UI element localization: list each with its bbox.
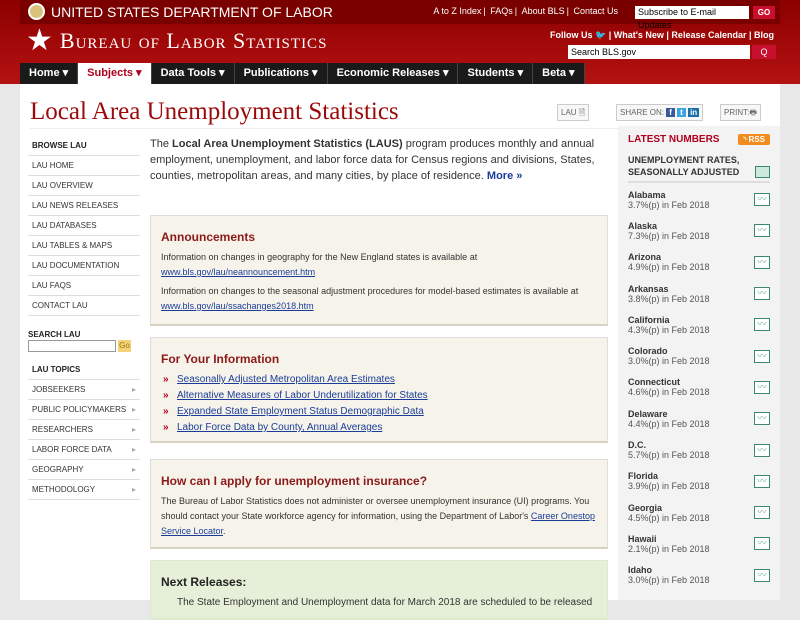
sidebar-item[interactable]: LAU HOME	[28, 156, 140, 176]
facebook-icon[interactable]: f	[666, 108, 675, 117]
state-rate: 4.6%(p) in Feb 2018	[628, 387, 710, 398]
print-button[interactable]: PRINT:🖶	[720, 104, 761, 121]
fyi-item	[161, 372, 597, 388]
topic-item[interactable]	[28, 460, 140, 480]
state-rate-item	[628, 433, 770, 464]
arrow-right-icon: ▸	[131, 445, 136, 454]
print-label: PRINT:	[724, 108, 750, 117]
arrow-right-icon: ▸	[131, 465, 136, 474]
main-nav	[20, 63, 585, 84]
search-button[interactable]: Q	[752, 45, 776, 59]
twitter-icon[interactable]: 🐦	[595, 30, 607, 40]
state-rate: 4.4%(p) in Feb 2018	[628, 418, 710, 429]
ui-title: How can I apply for unemployment insurance?	[161, 474, 428, 488]
state-name[interactable]: Arkansas	[628, 283, 669, 294]
announcements-box	[150, 215, 608, 326]
dol-text: UNITED STATES DEPARTMENT OF LABOR	[51, 3, 333, 20]
search-lau-input[interactable]	[28, 340, 116, 352]
chart-icon[interactable]: 〰	[754, 224, 770, 237]
link-about[interactable]: About BLS	[521, 6, 565, 16]
chart-icon[interactable]: 〰	[754, 506, 770, 519]
chart-icon[interactable]: 〰	[754, 537, 770, 550]
sidebar-item[interactable]: LAU FAQS	[28, 276, 140, 296]
sidebar-item[interactable]: LAU TABLES & MAPS	[28, 236, 140, 256]
left-sidebar	[28, 136, 140, 500]
state-rate-item	[628, 402, 770, 433]
chart-icon[interactable]: 〰	[754, 350, 770, 363]
sidebar-item[interactable]: LAU NEWS RELEASES	[28, 196, 140, 216]
linkedin-icon[interactable]: in	[690, 108, 698, 117]
latest-title: LATEST NUMBERS	[628, 134, 720, 145]
topic-item[interactable]	[28, 480, 140, 500]
state-rate-item	[628, 559, 770, 590]
nav-subjects[interactable]: Subjects ▾	[78, 63, 151, 84]
state-rate: 7.3%(p) in Feb 2018	[628, 230, 710, 241]
fyi-box	[150, 337, 608, 443]
state-name[interactable]: Connecticut	[628, 377, 681, 388]
fyi-title: For Your Information	[161, 352, 280, 366]
fyi-link[interactable]: Alternative Measures of Labor Underutilization for States	[177, 390, 428, 401]
topics-title: LAU TOPICS	[28, 360, 140, 380]
topic-label: METHODOLOGY	[32, 485, 96, 494]
sidebar-item[interactable]: CONTACT LAU	[28, 296, 140, 316]
sidebar-item[interactable]: LAU OVERVIEW	[28, 176, 140, 196]
state-rate-item	[628, 214, 770, 245]
state-rate: 5.7%(p) in Feb 2018	[628, 450, 710, 461]
star-icon: ★	[26, 24, 54, 57]
subscribe-input[interactable]: Subscribe to E-mail Updates	[635, 6, 749, 19]
lau-label: LAU	[561, 108, 577, 117]
state-rate: 4.3%(p) in Feb 2018	[628, 324, 710, 335]
ui-box	[150, 459, 608, 549]
fyi-item	[161, 404, 597, 420]
intro-post: program produces monthly and annual employment, unemployment, and labor force data for Census regions and divisions, States, counties, metropolitan areas, and many cities, by place of residence.	[150, 138, 595, 182]
share-label: SHARE ON:	[620, 108, 665, 117]
nav-publications[interactable]: Publications ▾	[235, 63, 328, 84]
link-a-z[interactable]: A to Z Index	[433, 6, 482, 16]
main-content	[150, 136, 608, 608]
site-header	[0, 0, 800, 84]
state-name[interactable]: California	[628, 314, 670, 325]
state-rate-item	[628, 183, 770, 214]
state-name[interactable]: Hawaii	[628, 533, 657, 544]
state-rate: 3.7%(p) in Feb 2018	[628, 199, 710, 210]
state-name[interactable]: Alaska	[628, 220, 658, 231]
fyi-item	[161, 420, 597, 436]
topic-item[interactable]	[28, 420, 140, 440]
intro-pre: The	[150, 138, 173, 150]
rss-label: RSS	[748, 135, 765, 144]
topic-label: PUBLIC POLICYMAKERS	[32, 405, 127, 414]
chart-icon[interactable]: 〰	[754, 318, 770, 331]
arrow-right-icon: ▸	[131, 405, 136, 414]
arrow-right-icon: ▸	[131, 425, 136, 434]
topic-label: RESEARCHERS	[32, 425, 93, 434]
state-name[interactable]: Georgia	[628, 502, 663, 513]
link-faqs[interactable]: FAQs	[490, 6, 513, 16]
sidebar-item[interactable]: LAU DATABASES	[28, 216, 140, 236]
top-links: A to Z Index | FAQs | About BLS | Contact Us	[433, 6, 618, 16]
next-releases-box	[150, 560, 608, 620]
chart-icon[interactable]: 〰	[754, 475, 770, 488]
more-link[interactable]: More »	[486, 170, 523, 182]
chart-icon[interactable]: 〰	[754, 287, 770, 300]
state-name[interactable]: Florida	[628, 471, 659, 482]
header-links[interactable]: | What's New | Release Calendar | Blog	[608, 30, 774, 40]
table-icon[interactable]	[755, 166, 770, 178]
share-bar	[616, 104, 703, 121]
state-list	[628, 183, 770, 590]
state-name[interactable]: D.C.	[628, 440, 646, 451]
chart-icon[interactable]: 〰	[754, 256, 770, 269]
fyi-link[interactable]: Seasonally Adjusted Metropolitan Area Estimates	[177, 374, 395, 385]
state-rate-item	[628, 465, 770, 496]
page-title: Local Area Unemployment Statistics	[30, 98, 399, 125]
sidebar-item[interactable]: LAU DOCUMENTATION	[28, 256, 140, 276]
rss-button[interactable]: ◝ RSS	[738, 134, 770, 145]
state-rate: 2.1%(p) in Feb 2018	[628, 543, 710, 554]
chart-icon[interactable]: 〰	[754, 569, 770, 582]
subscribe-go-button[interactable]: GO	[753, 6, 775, 19]
page-content	[20, 84, 780, 608]
follow-us-link[interactable]: Follow Us	[550, 30, 593, 40]
topic-item[interactable]	[28, 380, 140, 400]
nav-data-tools[interactable]: Data Tools ▾	[152, 63, 235, 84]
topic-label: LABOR FORCE DATA	[32, 445, 112, 454]
search-input[interactable]: Search BLS.gov	[568, 45, 750, 59]
topic-label: GEOGRAPHY	[32, 465, 84, 474]
ui-text-end: .	[223, 526, 226, 536]
chart-icon[interactable]: 〰	[754, 412, 770, 425]
ui-text: The Bureau of Labor Statistics does not administer or oversee unemployment insurance (UI) programs. You should contact your State workforce agency for information, using the Department of Labor's	[161, 496, 590, 521]
lau-button[interactable]: LAU 🗎	[557, 104, 589, 121]
state-rate-item	[628, 371, 770, 402]
nav-students[interactable]: Students ▾	[458, 63, 533, 84]
intro-text	[150, 136, 608, 184]
next-releases-title: Next Releases:	[161, 575, 247, 589]
state-rate: 3.0%(p) in Feb 2018	[628, 575, 710, 586]
search-lau	[28, 340, 140, 352]
state-rate-item	[628, 527, 770, 558]
state-rate: 3.8%(p) in Feb 2018	[628, 293, 710, 304]
chart-icon[interactable]: 〰	[754, 381, 770, 394]
announcement-link[interactable]: www.bls.gov/lau/neannouncement.htm	[161, 267, 316, 277]
search-lau-label: SEARCH LAU	[28, 330, 81, 339]
latest-numbers-panel	[618, 126, 780, 600]
state-rate: 4.5%(p) in Feb 2018	[628, 512, 710, 523]
state-rate-item	[628, 496, 770, 527]
chart-icon[interactable]: 〰	[754, 444, 770, 457]
next-releases-text: The State Employment and Unemployment data for March 2018 are scheduled to be released	[177, 597, 593, 608]
state-name[interactable]: Alabama	[628, 189, 666, 200]
topic-item[interactable]	[28, 400, 140, 420]
search-lau-go[interactable]: Go	[119, 341, 130, 350]
nav-home[interactable]: Home ▾	[20, 63, 78, 84]
dol-seal-icon	[28, 3, 45, 20]
topic-label: JOBSEEKERS	[32, 385, 86, 394]
rates-subtitle: UNEMPLOYMENT RATES, SEASONALLY ADJUSTED	[628, 155, 740, 177]
state-rate-item	[628, 308, 770, 339]
state-name[interactable]: Colorado	[628, 346, 668, 357]
nav-beta[interactable]: Beta ▾	[533, 63, 584, 84]
nav-economic-releases[interactable]: Economic Releases ▾	[328, 63, 459, 84]
secondary-links	[550, 30, 774, 41]
announcements-title: Announcements	[161, 230, 256, 244]
state-rate: 3.9%(p) in Feb 2018	[628, 481, 710, 492]
state-name[interactable]: Idaho	[628, 565, 652, 576]
state-name[interactable]: Delaware	[628, 408, 668, 419]
arrow-right-icon: ▸	[131, 385, 136, 394]
arrow-right-icon: ▸	[131, 485, 136, 494]
logo-text: Bureau of Labor Statistics	[59, 28, 328, 53]
announcement-link[interactable]: www.bls.gov/lau/ssachanges2018.htm	[161, 301, 314, 311]
dol-link[interactable]	[28, 3, 333, 20]
career-onestop-link[interactable]: Career Onestop Service Locator	[161, 511, 595, 536]
announcement-text: Information on changes in geography for the New England states is available at	[161, 252, 478, 262]
browse-title: BROWSE LAU	[28, 136, 140, 156]
fyi-item	[161, 388, 597, 404]
state-rate-item	[628, 277, 770, 308]
state-name[interactable]: Arizona	[628, 252, 662, 263]
state-rate-item	[628, 246, 770, 277]
chart-icon[interactable]: 〰	[754, 193, 770, 206]
link-contact[interactable]: Contact Us	[573, 6, 618, 16]
bls-logo[interactable]	[26, 26, 327, 56]
state-rate: 4.9%(p) in Feb 2018	[628, 262, 710, 273]
state-rate-item	[628, 339, 770, 370]
topic-item[interactable]	[28, 440, 140, 460]
intro-bold: Local Area Unemployment Statistics (LAUS)	[172, 138, 403, 150]
announcement-text: Information on changes to the seasonal adjustment procedures for model-based estimates is available at	[161, 286, 579, 296]
fyi-link[interactable]: Labor Force Data by County, Annual Averages	[177, 422, 383, 433]
state-rate: 3.0%(p) in Feb 2018	[628, 356, 710, 367]
twitter-share-icon[interactable]: t	[677, 108, 686, 117]
fyi-link[interactable]: Expanded State Employment Status Demographic Data	[177, 406, 424, 417]
